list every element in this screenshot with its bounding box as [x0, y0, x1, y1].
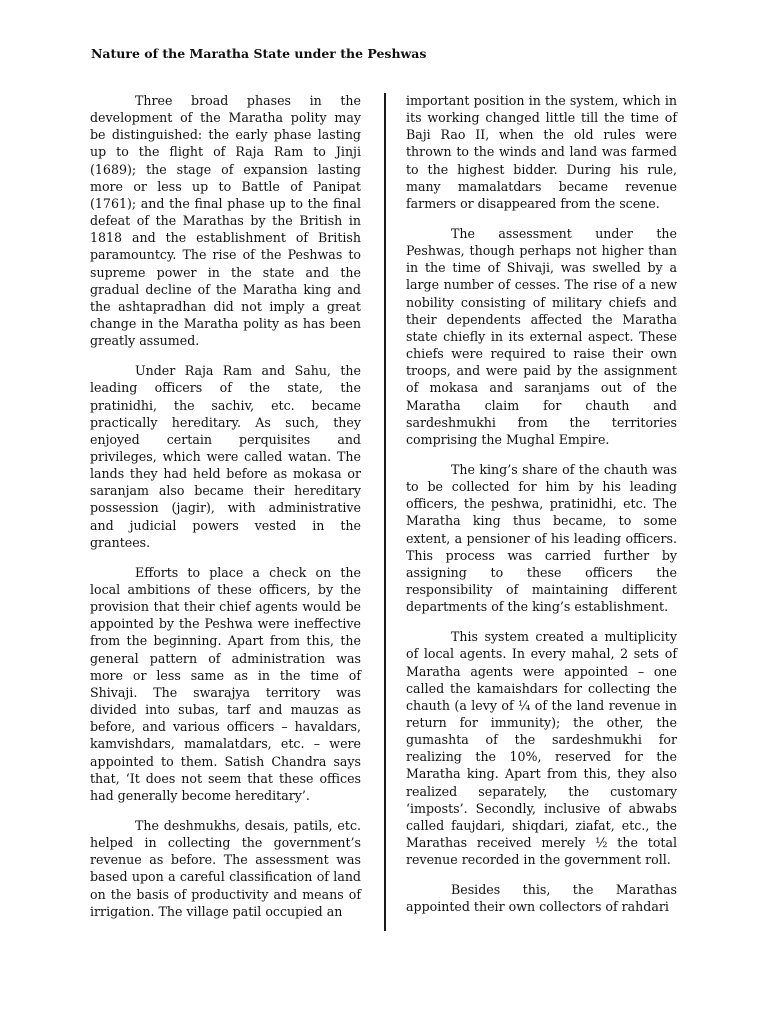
column-divider: [384, 93, 386, 931]
paragraph-multiplicity: This system created a multiplicity of local agents. In every mahal, 2 sets of Maratha agents were appointed – one called the kamaishdars for collecting the chauth (a levy of ¼ of the land revenue in return for immunity); the other, the gumashta of the sardeshmukhi for realizing the 10%, reserved for the Maratha king. Apart from this, they also realized separately, the customary ‘imposts’. Secondly, inclusive of abwabs called faujdari, shiqdari, ziafat, etc., the Marathas received merely ½ the total revenue recorded in the government roll.: [406, 629, 677, 868]
paragraph-efforts-check: Efforts to place a check on the local ambitions of these officers, by the provision that their chief agents would be appointed by the Peshwa were ineffective from the beginning. Apart from this, the general pattern of administration was more or less same as in the time of Shivaji. The swarajya territory was divided into subas, tarf and mauzas as before, and various officers – havaldars, kamvishdars, mamalatdars, etc. – were appointed to them. Satish Chandra says that, ‘It does not seem that these offices had generally become hereditary’.: [90, 564, 361, 803]
left-text-column: [90, 92, 361, 933]
paragraph-assessment: The assessment under the Peshwas, though perhaps not higher than in the time of Shivaji, was swelled by a large number of cesses. The rise of a new nobility consisting of military chiefs and their dependents affected the Maratha state chiefly in its external aspect. These chiefs were required to raise their own troops, and were paid by the assignment of mokasa and saranjams out of the Maratha claim for chauth and sardeshmukhi from the territories comprising the Mughal Empire.: [406, 225, 677, 447]
paragraph-three-phases: Three broad phases in the development of the Maratha polity may be distinguished: the early phase lasting up to the flight of Raja Ram to Jinji (1689); the stage of expansion lasting more or less up to Battle of Panipat (1761); and the final phase up to the final defeat of the Marathas by the British in 1818 and the establishment of British paramountcy. The rise of the Peshwas to supreme power in the state and the gradual decline of the Maratha king and the ashtapradhan did not imply a great change in the Maratha polity as has been greatly assumed.: [90, 93, 361, 349]
paragraph-deshmukhs: The deshmukhs, desais, patils, etc. helped in collecting the government’s revenue as before. The assessment was based upon a careful classification of land on the basis of productivity and means of irrigation. The village patil occupied an: [90, 817, 361, 919]
paragraph-raja-ram-sahu: Under Raja Ram and Sahu, the leading officers of the state, the pratinidhi, the sachiv, etc. became practically hereditary. As such, they enjoyed certain perquisites and privileges, which were called watan. The lands they had held before as mokasa or saranjam also became their hereditary possession (jagir), with administrative and judicial powers vested in the grantees.: [90, 363, 361, 550]
paragraph-besides: Besides this, the Marathas appointed their own collectors of rahdari: [406, 882, 677, 915]
page-title: Nature of the Maratha State under the Peshwas: [91, 46, 427, 61]
paragraph-continued: important position in the system, which in its working changed little till the time of Baji Rao II, when the old rules were thrown to the winds and land was farmed to the highest bidder. During his rule, many mamalatdars became revenue farmers or disappeared from the scene.: [406, 93, 677, 211]
paragraph-kings-share: The king’s share of the chauth was to be collected for him by his leading officers, the peshwa, pratinidhi, etc. The Maratha king thus became, to some extent, a pensioner of his leading officers. This process was carried further by assigning to these officers the responsibility of maintaining different departments of the king’s establishment.: [406, 461, 677, 615]
right-text-column: [406, 92, 677, 928]
